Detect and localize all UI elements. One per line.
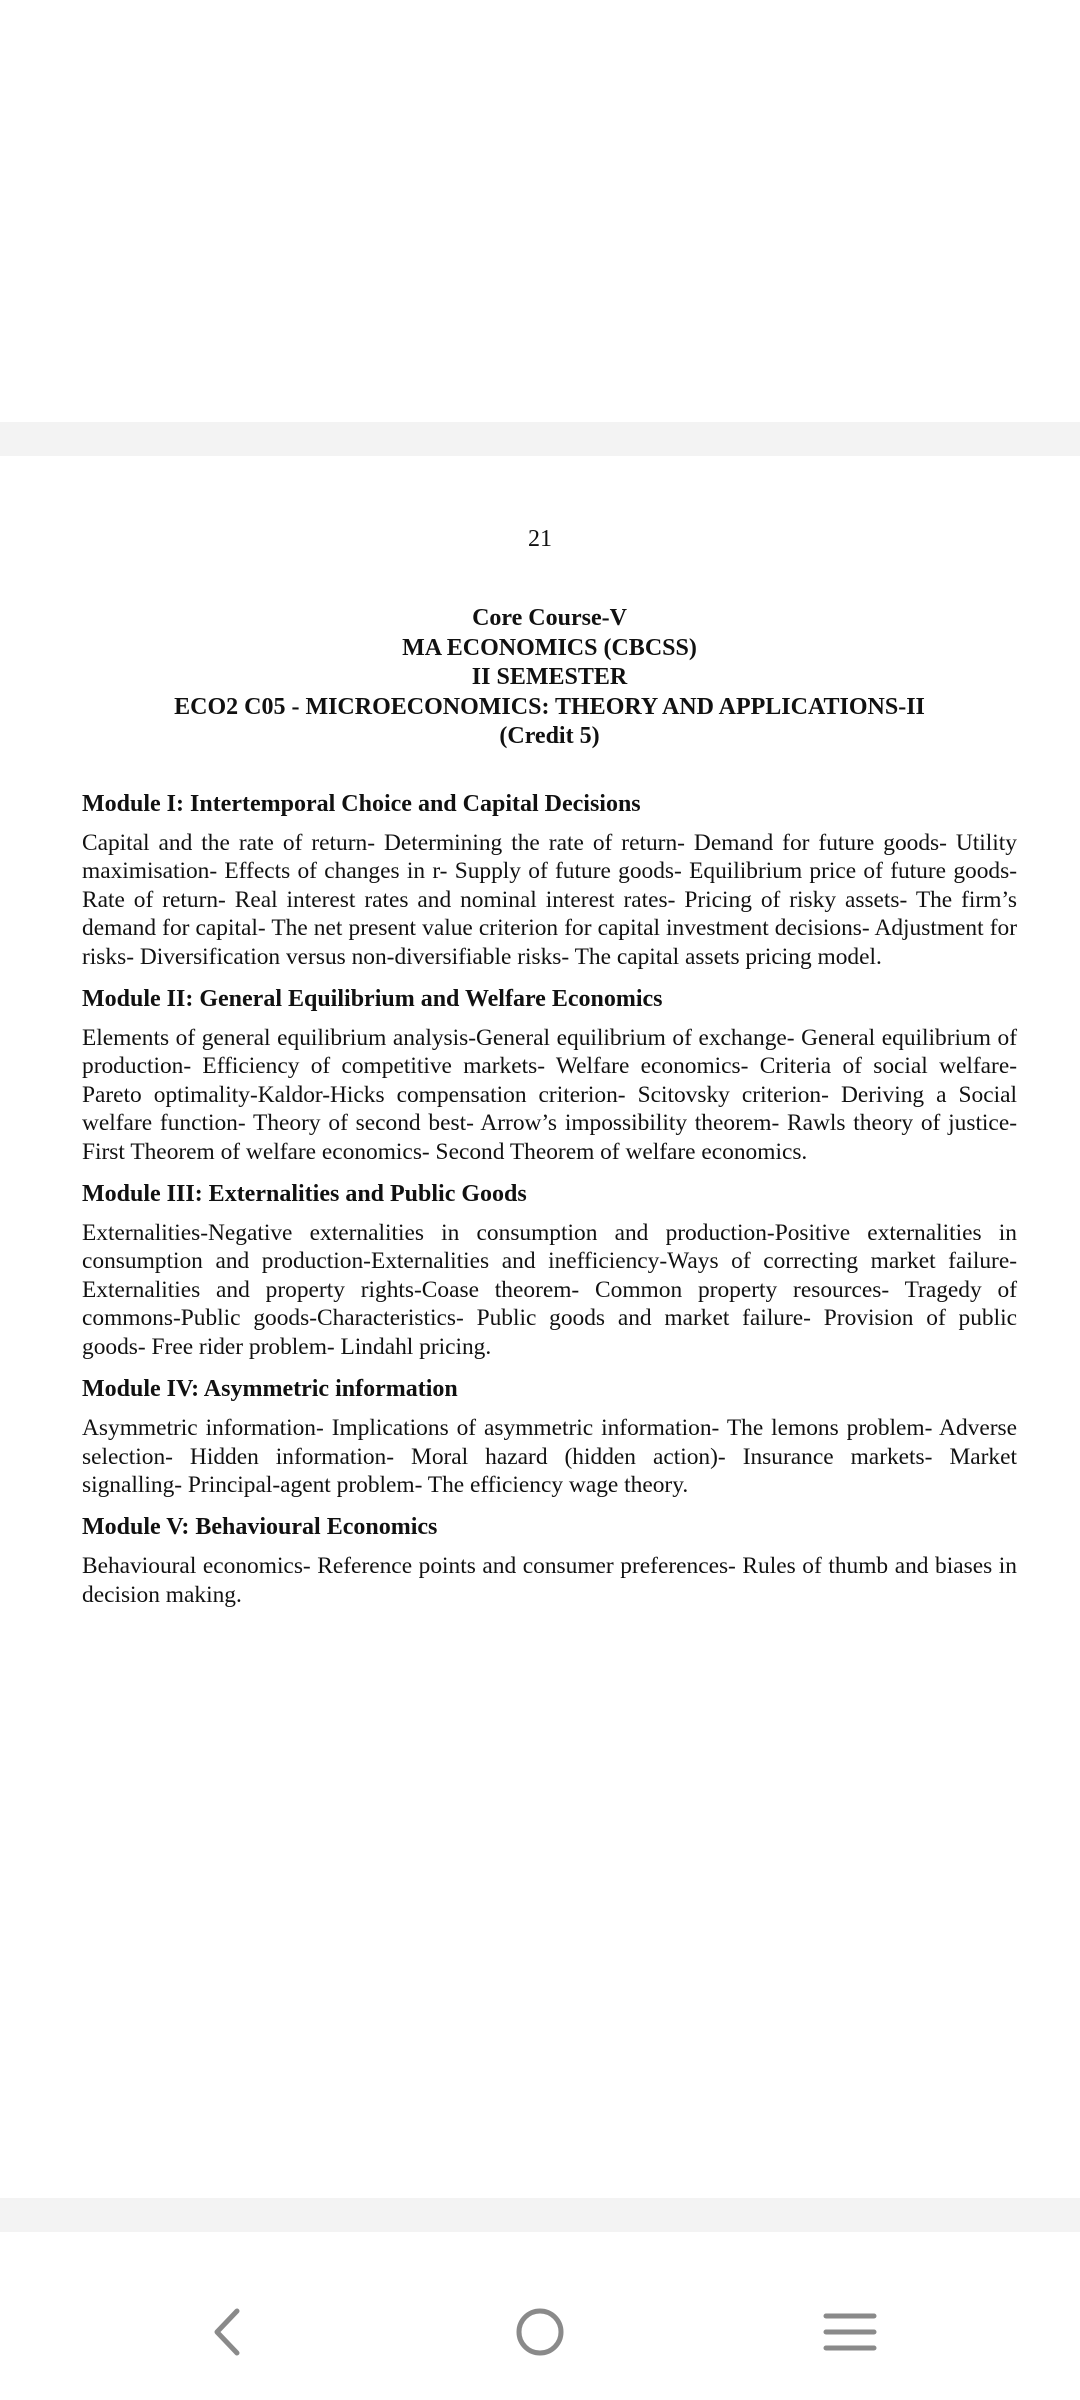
back-button[interactable] [167, 2292, 287, 2372]
module-list [82, 790, 1017, 1623]
document-page[interactable] [0, 456, 1080, 2198]
page-gap-top [0, 422, 1080, 456]
module-title: Module II: General Equilibrium and Welfare Economics [82, 986, 663, 1013]
module-1 [82, 790, 1017, 971]
module-title: Module IV: Asymmetric information [82, 1376, 458, 1403]
home-button[interactable] [480, 2292, 600, 2372]
course-heading [82, 604, 1017, 752]
heading-line-program: MA ECONOMICS (CBCSS) [402, 634, 697, 661]
heading-line-course: Core Course-V [472, 605, 627, 631]
module-body: Elements of general equilibrium analysis-General equilibrium of exchange- General equilibrium of production- Efficiency of competitive markets- Welfare economics- Criteria of social welfare-Pareto optimality-Kaldor-Hicks compensation criterion- Scitovsky criterion- Deriving a Social welfare function- Theory of second best- Arrow’s impossibility theorem- Rawls theory of justice- First Theorem of welfare economics- Second Theorem of welfare economics. [82, 1025, 1017, 1165]
module-3 [82, 1180, 1017, 1361]
chevron-left-icon [207, 2307, 247, 2357]
module-body: Asymmetric information- Implications of asymmetric information- The lemons problem- Adverse selection- Hidden information- Moral hazard (hidden action)- Insurance markets- Market signalling- Principal-agent problem- The efficiency wage theory. [82, 1415, 1017, 1498]
module-title: Module I: Intertemporal Choice and Capital Decisions [82, 791, 641, 817]
system-navigation-bar [0, 2232, 1080, 2400]
module-5 [82, 1513, 1017, 1609]
module-title: Module III: Externalities and Public Goods [82, 1181, 527, 1208]
page-number: 21 [528, 526, 552, 552]
recent-apps-button[interactable] [790, 2292, 910, 2372]
module-body: Behavioural economics- Reference points and consumer preferences- Rules of thumb and biases in decision making. [82, 1553, 1017, 1608]
module-body: Capital and the rate of return- Determining the rate of return- Demand for future goods- Utility maximisation- Effects of changes in r- Supply of future goods- Equilibrium price of future goods- Rate of return- Real interest rates and nominal interest rates- Pricing of risky assets- The firm’s demand for capital- The net present value criterion for capital investment decisions- Adjustment for risks- Diversification versus non-diversifiable risks- The capital assets pricing model. [82, 830, 1017, 970]
module-4 [82, 1375, 1017, 1499]
module-title: Module V: Behavioural Economics [82, 1514, 438, 1541]
heading-line-course-code: ECO2 C05 - MICROECONOMICS: THEORY AND APPLICATIONS-II [174, 693, 925, 720]
heading-line-semester: II SEMESTER [471, 664, 628, 690]
module-body: Externalities-Negative externalities in consumption and production-Positive externalities in consumption and production-Externalities and inefficiency-Ways of correcting market failure- Externalities and property rights-Coase theorem- Common property resources- Tragedy of commons-Public goods-Characteristics- Public goods and market failure- Provision of public goods- Free rider problem- Lindahl pricing. [82, 1220, 1017, 1360]
page-gap-bottom [0, 2198, 1080, 2232]
heading-line-credit: (Credit 5) [499, 723, 600, 749]
module-2 [82, 985, 1017, 1166]
circle-home-icon [514, 2306, 566, 2358]
hamburger-menu-icon [823, 2310, 877, 2354]
